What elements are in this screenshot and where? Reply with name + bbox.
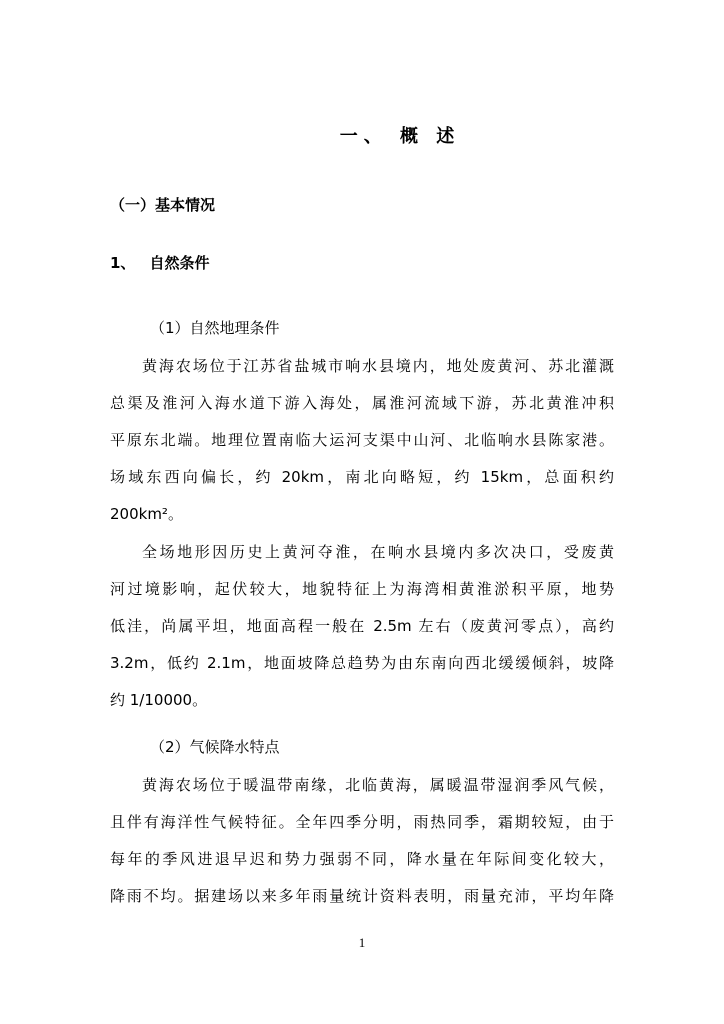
subsection-heading xyxy=(110,252,209,273)
paragraph-line: 低洼，尚属平坦，地面高程一般在 2.5m 左右（废黄河零点），高约 xyxy=(110,617,614,635)
item-heading-geography: （1）自然地理条件 xyxy=(150,319,280,337)
paragraph-line: 每年的季风进退早迟和势力强弱不同，降水量在年际间变化较大， xyxy=(110,850,614,868)
item-heading-climate: （2）气候降水特点 xyxy=(150,738,280,756)
paragraph-line: 全场地形因历史上黄河夺淮，在响水县境内多次决口，受废黄 xyxy=(142,543,614,561)
page-title: 一、 概 述 xyxy=(339,126,461,147)
paragraph-line: 河过境影响，起伏较大，地貌特征上为海湾相黄淮淤积平原，地势 xyxy=(110,580,614,598)
paragraph-line: 降雨不均。据建场以来多年雨量统计资料表明，雨量充沛，平均年降 xyxy=(110,887,614,905)
paragraph-line: 且伴有海洋性气候特征。全年四季分明，雨热同季，霜期较短，由于 xyxy=(110,813,614,831)
paragraph-line: 3.2m，低约 2.1m，地面坡降总趋势为由东南向西北缓缓倾斜，坡降 xyxy=(110,654,614,672)
paragraph-line: 黄海农场位于江苏省盐城市响水县境内，地处废黄河、苏北灌溉 xyxy=(142,357,614,375)
paragraph-line: 200km²。 xyxy=(110,505,183,523)
page-number: 1 xyxy=(358,935,366,950)
paragraph-line: 黄海农场位于暖温带南缘，北临黄海，属暖温带湿润季风气候， xyxy=(142,776,614,794)
paragraph-line: 总渠及淮河入海水道下游入海处，属淮河流域下游，苏北黄淮冲积 xyxy=(110,394,614,412)
paragraph-line: 平原东北端。地理位置南临大运河支渠中山河、北临响水县陈家港。 xyxy=(110,431,614,449)
subsection-number: 1、 xyxy=(110,254,136,272)
subsection-label: 自然条件 xyxy=(149,254,210,272)
paragraph-line: 约 1/10000。 xyxy=(110,691,208,709)
paragraph-line: 场域东西向偏长，约 20km，南北向略短，约 15km，总面积约 xyxy=(110,468,614,486)
section-heading: （一）基本情况 xyxy=(110,196,216,214)
